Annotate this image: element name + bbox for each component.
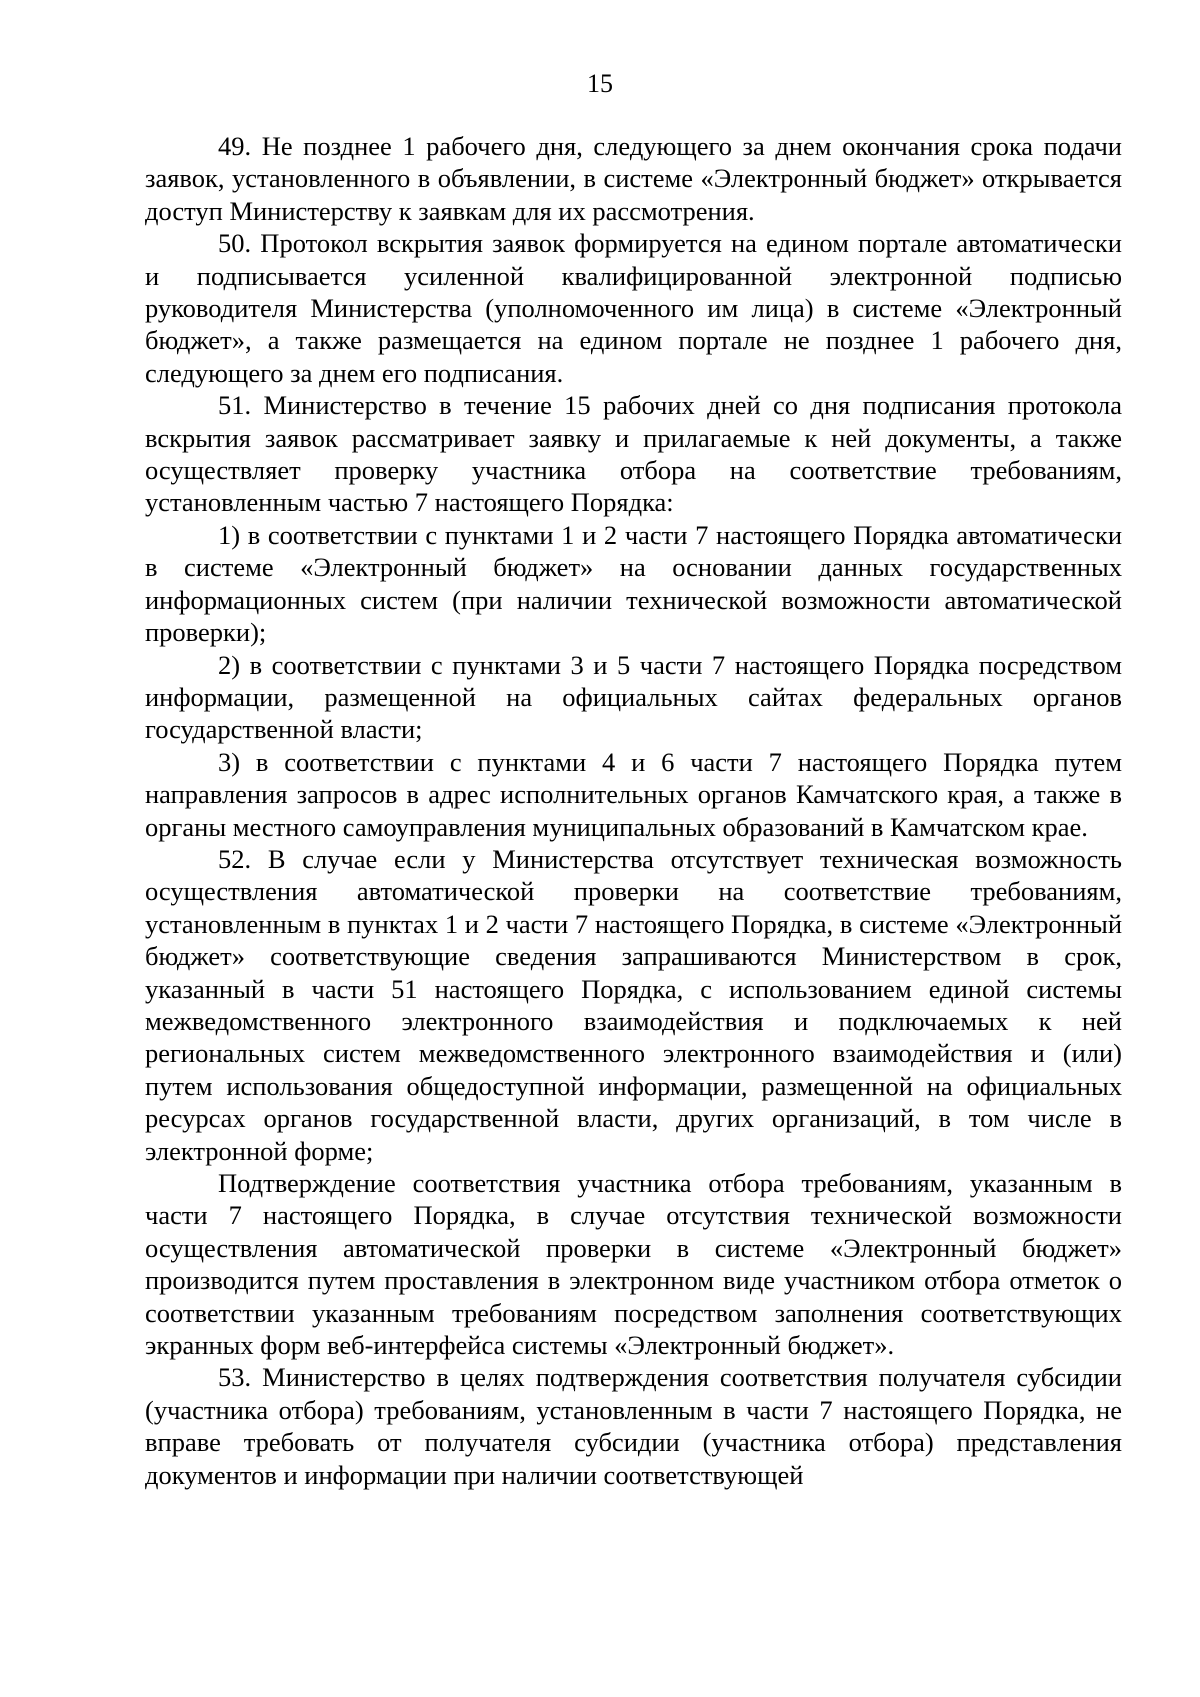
paragraph-49: 49. Не позднее 1 рабочего дня, следующего за днем окончания срока подачи заявок, установленного в объявлении, в системе «Электронный бюджет» открывается доступ Министерству к заявкам для их рассмотрения. — [145, 131, 1122, 226]
paragraph-51: 51. Министерство в течение 15 рабочих дней со дня подписания протокола вскрытия заявок рассматривает заявку и прилагаемые к ней документы, а также осуществляет проверку участника отбора на соответствие требованиям, установленным частью 7 настоящего Порядка: — [145, 390, 1122, 518]
paragraph-50: 50. Протокол вскрытия заявок формируется на едином портале автоматически и подписывается усиленной квалифицированной электронной подписью руководителя Министерства (уполномоченного им лица) в системе «Электронный бюджет», а также размещается на едином портале не позднее 1 рабочего дня, следующего за днем его подписания. — [145, 228, 1122, 388]
paragraph-confirmation: Подтверждение соответствия участника отбора требованиям, указанным в части 7 настоящего Порядка, в случае отсутствия технической возможности осуществления автоматической проверки в системе «Электронный бюджет» производится путем проставления в электронном виде участником отбора отметок о соответствии указанным требованиям посредством заполнения соответствующих экранных форм веб-интерфейса системы «Электронный бюджет». — [145, 1168, 1122, 1361]
paragraph-53: 53. Министерство в целях подтверждения соответствия получателя субсидии (участника отбора) требованиям, установленным в части 7 настоящего Порядка, не вправе требовать от получателя субсидии (участника отбора) представления документов и информации при наличии соответствующей — [145, 1362, 1122, 1490]
document-body — [145, 130, 1122, 1491]
page-number: 15 — [587, 69, 613, 98]
list-item-3: 3) в соответствии с пунктами 4 и 6 части 7 настоящего Порядка путем направления запросов в адрес исполнительных органов Камчатского края, а также в органы местного самоуправления муниципальных образований в Камчатском крае. — [145, 746, 1122, 842]
paragraph-52: 52. В случае если у Министерства отсутствует техническая возможность осуществления автоматической проверки на соответствие требованиям, установленным в пунктах 1 и 2 части 7 настоящего Порядка, в системе «Электронный бюджет» соответствующие сведения запрашиваются Министерством в срок, указанный в части 51 настоящего Порядка, с использованием единой системы межведомственного электронного взаимодействия и подключаемых к ней региональных систем межведомственного электронного взаимодействия и (или) путем использования общедоступной информации, размещенной на официальных ресурсах органов государственной власти, других организаций, в том числе в электронной форме; — [145, 843, 1122, 1166]
list-item-1: 1) в соответствии с пунктами 1 и 2 части 7 настоящего Порядка автоматически в системе «Электронный бюджет» на основании данных государственных информационных систем (при наличии технической возможности автоматической проверки); — [145, 519, 1122, 648]
list-item-2: 2) в соответствии с пунктами 3 и 5 части 7 настоящего Порядка посредством информации, размещенной на официальных сайтах федеральных органов государственной власти; — [145, 649, 1122, 745]
